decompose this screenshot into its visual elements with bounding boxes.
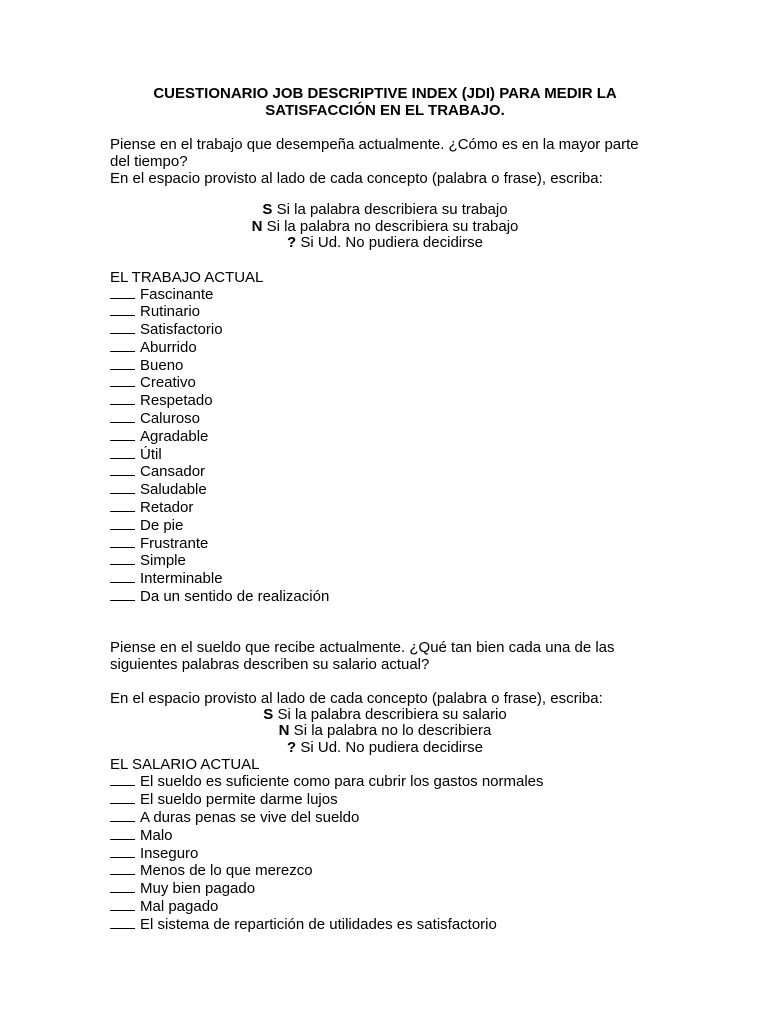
- item-label: Aburrido: [140, 338, 197, 356]
- answer-blank[interactable]: [110, 552, 135, 565]
- item-label: Fascinante: [140, 285, 214, 303]
- answer-blank[interactable]: [110, 481, 135, 494]
- section2-legend: [110, 707, 660, 757]
- item-label: Mal pagado: [140, 897, 219, 915]
- legend-row-s: [110, 202, 660, 219]
- legend-text: Si la palabra no lo describiera: [289, 722, 492, 740]
- section2-intro-line-1: Piense en el sueldo que recibe actualmente. ¿Qué tan bien cada una de las: [110, 638, 615, 656]
- answer-blank[interactable]: [110, 463, 135, 476]
- document-title-line-2: SATISFACCIÓN EN EL TRABAJO.: [265, 102, 505, 119]
- list-item: [110, 535, 660, 553]
- legend-text: Si Ud. No pudiera decidirse: [296, 234, 483, 251]
- section2-intro-line-2: siguientes palabras describen su salario actual?: [110, 655, 430, 673]
- list-item: [110, 481, 660, 499]
- answer-blank[interactable]: [110, 916, 135, 929]
- legend-text: Si la palabra describiera su trabajo: [272, 201, 508, 218]
- list-item: [110, 898, 660, 916]
- item-label: Satisfactorio: [140, 321, 223, 339]
- item-label: A duras penas se vive del sueldo: [140, 808, 360, 826]
- answer-blank[interactable]: [110, 357, 135, 370]
- legend-text: Si la palabra describiera su salario: [273, 705, 507, 723]
- list-item: [110, 303, 660, 321]
- list-item: [110, 410, 660, 428]
- legend-key: S: [262, 201, 273, 218]
- item-label: Caluroso: [140, 410, 201, 428]
- answer-blank[interactable]: [110, 517, 135, 530]
- item-label: Menos de lo que merezco: [140, 862, 313, 880]
- answer-blank[interactable]: [110, 845, 135, 858]
- legend-key: N: [278, 722, 290, 740]
- answer-blank[interactable]: [110, 392, 135, 405]
- answer-blank[interactable]: [110, 809, 135, 822]
- section2-item-list: [110, 773, 660, 933]
- list-item: [110, 880, 660, 898]
- item-label: De pie: [140, 516, 184, 534]
- item-label: El sistema de repartición de utilidades es satisfactorio: [140, 915, 497, 933]
- list-item: [110, 321, 660, 339]
- item-label: Simple: [140, 552, 186, 570]
- list-item: [110, 446, 660, 464]
- item-label: Cansador: [140, 463, 206, 481]
- item-label: Creativo: [140, 374, 196, 392]
- item-label: Da un sentido de realización: [140, 588, 330, 606]
- answer-blank[interactable]: [110, 773, 135, 786]
- list-item: [110, 463, 660, 481]
- answer-blank[interactable]: [110, 321, 135, 334]
- section1-heading: EL TRABAJO ACTUAL: [110, 268, 264, 286]
- list-item: [110, 392, 660, 410]
- answer-blank[interactable]: [110, 374, 135, 387]
- legend-key: S: [263, 705, 274, 723]
- item-label: Muy bien pagado: [140, 880, 256, 898]
- list-item: [110, 588, 660, 606]
- item-label: Retador: [140, 499, 194, 517]
- list-item: [110, 916, 660, 934]
- list-item: [110, 773, 660, 791]
- list-item: [110, 809, 660, 827]
- answer-blank[interactable]: [110, 303, 135, 316]
- legend-row-s: [110, 707, 660, 724]
- list-item: [110, 791, 660, 809]
- legend-text: Si Ud. No pudiera decidirse: [296, 738, 483, 756]
- list-item: [110, 428, 660, 446]
- answer-blank[interactable]: [110, 862, 135, 875]
- legend-row-n: [110, 219, 660, 236]
- section1-intro-line-2: del tiempo?: [110, 153, 188, 170]
- document-page: [110, 85, 660, 934]
- section2-heading: EL SALARIO ACTUAL: [110, 756, 260, 774]
- legend-row-n: [110, 723, 660, 740]
- list-item: [110, 286, 660, 304]
- answer-blank[interactable]: [110, 499, 135, 512]
- legend-text: Si la palabra no describiera su trabajo: [262, 217, 519, 235]
- legend-key: ?: [287, 234, 297, 251]
- section1-intro-line-1: Piense en el trabajo que desempeña actualmente. ¿Cómo es en la mayor parte: [110, 136, 639, 153]
- list-item: [110, 357, 660, 375]
- item-label: Frustrante: [140, 534, 209, 552]
- legend-row-q: [110, 740, 660, 757]
- item-label: Respetado: [140, 392, 213, 410]
- item-label: Útil: [140, 445, 162, 463]
- answer-blank[interactable]: [110, 428, 135, 441]
- answer-blank[interactable]: [110, 446, 135, 459]
- item-label: El sueldo permite darme lujos: [140, 791, 338, 809]
- answer-blank[interactable]: [110, 570, 135, 583]
- item-label: Rutinario: [140, 303, 201, 321]
- answer-blank[interactable]: [110, 880, 135, 893]
- list-item: [110, 845, 660, 863]
- item-label: Malo: [140, 826, 173, 844]
- item-label: Agradable: [140, 427, 209, 445]
- answer-blank[interactable]: [110, 827, 135, 840]
- section1-intro-line-3: En el espacio provisto al lado de cada concepto (palabra o frase), escriba:: [110, 170, 603, 187]
- answer-blank[interactable]: [110, 410, 135, 423]
- legend-key: N: [251, 217, 263, 235]
- item-label: Inseguro: [140, 844, 199, 862]
- answer-blank[interactable]: [110, 898, 135, 911]
- item-label: Interminable: [140, 570, 223, 588]
- answer-blank[interactable]: [110, 535, 135, 548]
- list-item: [110, 827, 660, 845]
- item-label: El sueldo es suficiente como para cubrir los gastos normales: [140, 773, 544, 791]
- answer-blank[interactable]: [110, 339, 135, 352]
- item-label: Bueno: [140, 356, 184, 374]
- answer-blank[interactable]: [110, 791, 135, 804]
- document-title-line-1: CUESTIONARIO JOB DESCRIPTIVE INDEX (JDI) PARA MEDIR LA: [153, 85, 617, 102]
- list-item: [110, 374, 660, 392]
- legend-key: ?: [287, 738, 297, 756]
- list-item: [110, 499, 660, 517]
- answer-blank[interactable]: [110, 588, 135, 601]
- section2-intro-line-3: En el espacio provisto al lado de cada concepto (palabra o frase), escriba:: [110, 689, 603, 707]
- list-item: [110, 862, 660, 880]
- list-item: [110, 570, 660, 588]
- answer-blank[interactable]: [110, 286, 135, 299]
- item-label: Saludable: [140, 481, 207, 499]
- list-item: [110, 517, 660, 535]
- section1-item-list: [110, 286, 660, 606]
- list-item: [110, 339, 660, 357]
- section1-legend: [110, 202, 660, 252]
- list-item: [110, 552, 660, 570]
- legend-row-q: [110, 235, 660, 252]
